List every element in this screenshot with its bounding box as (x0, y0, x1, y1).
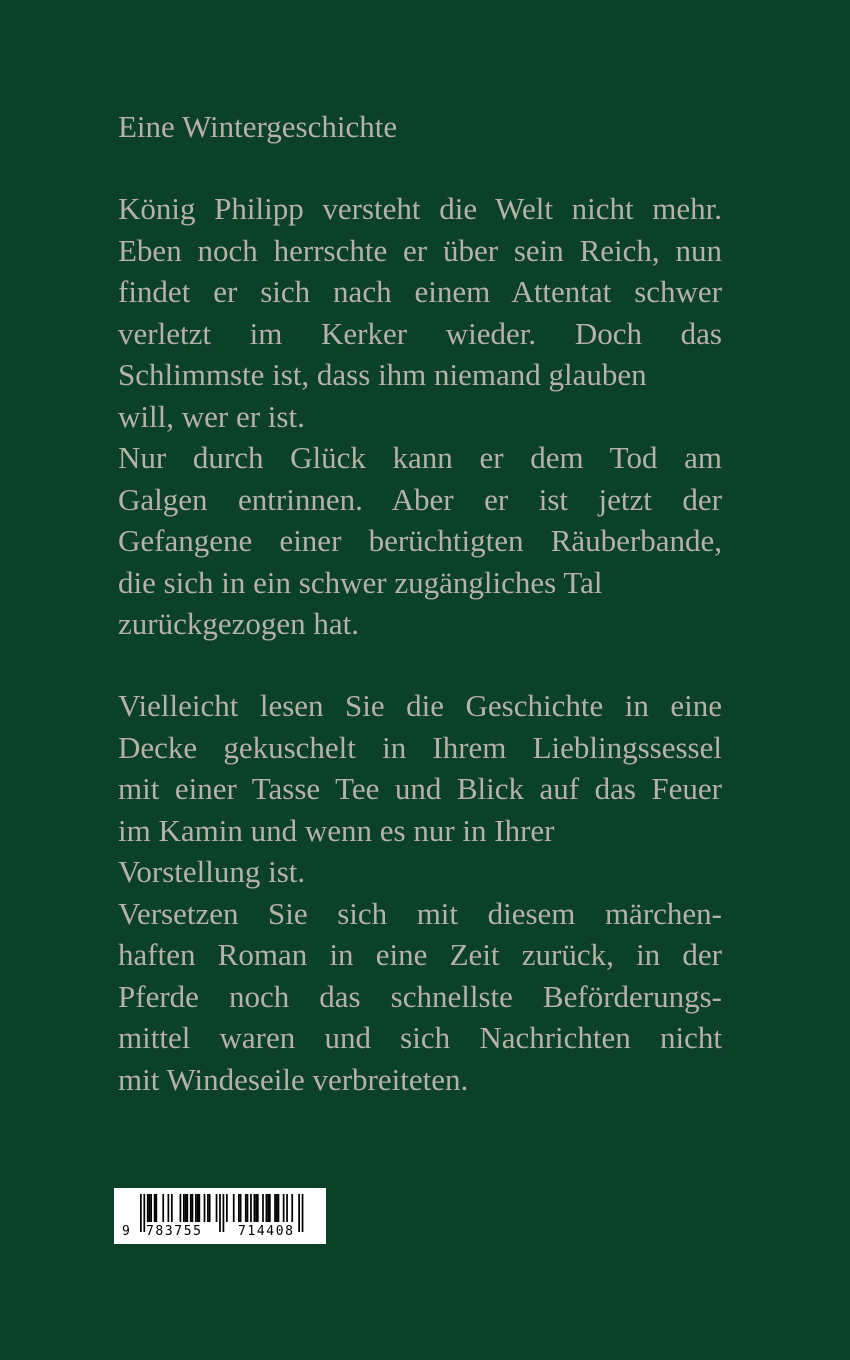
barcode-bar (276, 1194, 278, 1222)
barcode-bar (154, 1194, 156, 1222)
barcode-bar (183, 1194, 185, 1222)
blurb-line: mittel waren und sich Nachrichten nicht (118, 1020, 722, 1055)
blurb-line: findet er sich nach einem Attentat schwer (118, 274, 722, 309)
blurb-line: haften Roman in eine Zeit zurück, in der (118, 937, 722, 972)
barcode-bar (238, 1194, 240, 1222)
barcode-bar (250, 1194, 252, 1222)
blurb-line: Gefangene einer berüchtigten Räuberbande, (118, 523, 722, 558)
barcode-bar (195, 1194, 197, 1222)
barcode-bar (283, 1194, 285, 1222)
barcode-number (114, 1222, 326, 1242)
blurb-line: Versetzen Sie sich mit diesem märchen- (118, 895, 722, 931)
barcode-bar (149, 1194, 151, 1222)
blurb-line: Nur durch Glück kann er dem Tod am (118, 440, 722, 475)
barcode-bar (150, 1194, 152, 1222)
blurb-paragraph-1 (118, 188, 722, 645)
blurb-line: Vorstellung ist. (118, 854, 306, 889)
barcode-bar (240, 1194, 242, 1222)
blurb-line: mit Windeseile verbreiteten. (118, 1061, 469, 1097)
barcode-bar (186, 1194, 188, 1222)
blurb-line: Galgen entrinnen. Aber er ist jetzt der (118, 481, 722, 517)
barcode-bar (147, 1194, 149, 1222)
barcode-bar (162, 1194, 164, 1222)
blurb-line: zurückgezogen hat. (118, 606, 359, 641)
blurb-line: Decke gekuschelt in Ihrem Lieblingssessel (118, 729, 722, 765)
barcode-right-digits: 714408 (238, 1224, 295, 1239)
barcode-bar (291, 1194, 293, 1222)
barcode-bar (274, 1194, 276, 1222)
barcode-bar (168, 1194, 170, 1222)
barcode-bar (233, 1194, 235, 1222)
barcode-bar (257, 1194, 259, 1222)
barcode-lead-digit: 9 (122, 1224, 130, 1239)
barcode-bar (197, 1194, 199, 1222)
barcode-bar (245, 1194, 247, 1222)
isbn-barcode (114, 1188, 326, 1244)
barcode-bar (155, 1194, 157, 1222)
blurb-line: die sich in ein schwer zugängliches Tal (118, 564, 603, 600)
blurb-line: verletzt im Kerker wieder. Doch das (118, 315, 722, 351)
barcode-bar (198, 1194, 200, 1222)
barcode-bar (247, 1194, 249, 1222)
barcode-bar (266, 1194, 268, 1222)
blurb-line: Pferde noch das schnellste Beförderungs- (118, 978, 722, 1014)
blurb-line: mit einer Tasse Tee und Blick auf das Feuer (118, 771, 722, 806)
blurb-line: will, wer er ist. (118, 398, 305, 434)
barcode-bar (267, 1194, 269, 1222)
blurb-line: König Philipp versteht die Welt nicht mehr. (118, 191, 722, 226)
barcode-bar (209, 1194, 211, 1222)
subtitle: Eine Wintergeschichte (118, 109, 398, 144)
barcode-bar (262, 1194, 264, 1222)
barcode-bar (254, 1194, 256, 1222)
barcode-bar (185, 1194, 187, 1222)
barcode-bar (204, 1194, 206, 1222)
blurb-line: Eben noch herrschte er über sein Reich, nun (118, 232, 722, 268)
barcode-bar (190, 1194, 192, 1222)
barcode-bar (269, 1194, 271, 1222)
barcode-bar (226, 1194, 228, 1222)
blurb-line: im Kamin und wenn es nur in Ihrer (118, 812, 555, 848)
barcode-bar (207, 1194, 209, 1222)
barcode-left-digits: 783755 (146, 1224, 203, 1239)
blurb-line: Vielleicht lesen Sie die Geschichte in eine (118, 688, 722, 723)
blurb-line: Schlimmste ist, dass ihm niemand glauben (118, 357, 647, 392)
barcode-bar (216, 1194, 218, 1222)
barcode-bar (278, 1194, 280, 1222)
blurb-paragraph-2 (118, 685, 722, 1100)
barcode-bar (180, 1194, 182, 1222)
barcode-bar (192, 1194, 194, 1222)
barcode-bar (286, 1194, 288, 1222)
barcode-bar (171, 1194, 173, 1222)
barcode-bar (255, 1194, 257, 1222)
